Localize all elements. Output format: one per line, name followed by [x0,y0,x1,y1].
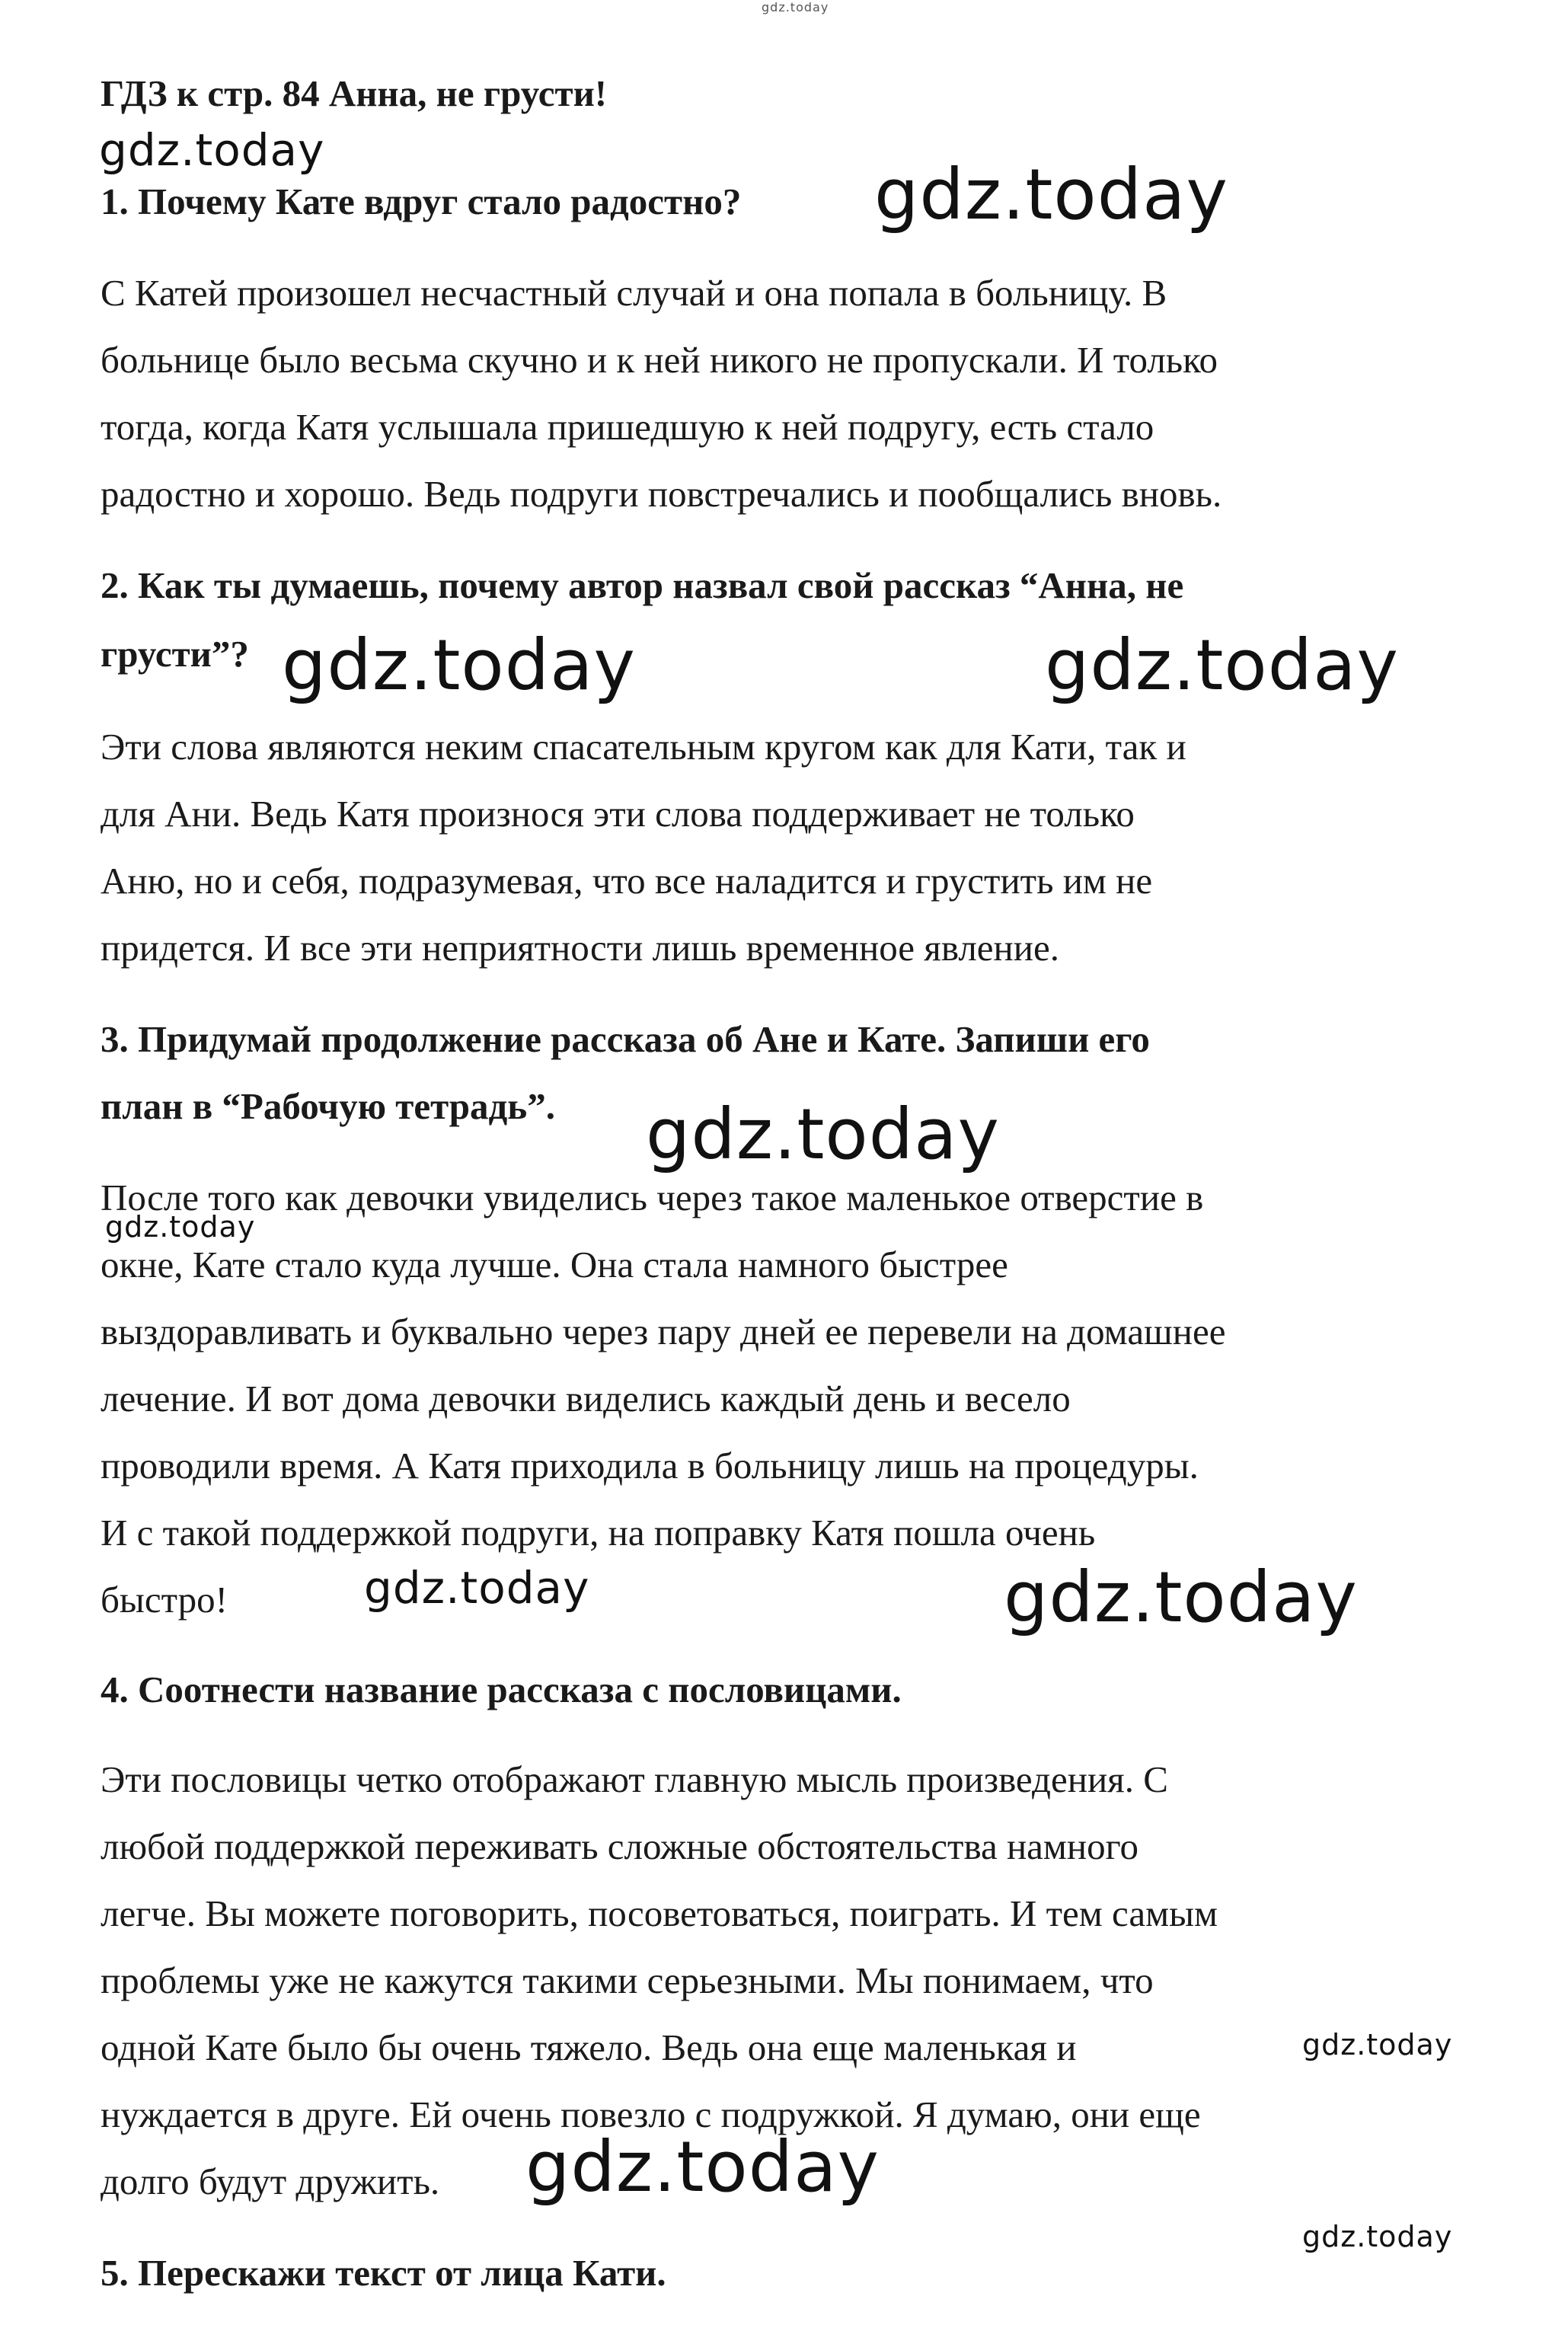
answer-2-line-2: для Ани. Ведь Катя произнося эти слова поддерживает не только [101,793,1135,835]
answer-4-line-6: нуждается в друге. Ей очень повезло с подружкой. Я думаю, они еще [101,2093,1201,2135]
answer-3-line-2: окне, Кате стало куда лучше. Она стала намного быстрее [101,1244,1008,1285]
answer-1-line-1: С Катей произошел несчастный случай и она попала в больницу. В [101,272,1167,314]
answer-4-line-3: легче. Вы можете поговорить, посоветоваться, поиграть. И тем самым [101,1892,1218,1934]
answer-2-line-3: Аню, но и себя, подразумевая, что все наладится и грустить им не [101,860,1153,902]
answer-3-line-7: быстро! [101,1579,228,1621]
question-3-line-2: план в “Рабочую тетрадь”. [101,1085,555,1127]
watermark: gdz.today [646,1094,1000,1175]
watermark-top: gdz.today [762,0,829,14]
watermark: gdz.today [105,1210,256,1244]
watermark: gdz.today [364,1562,590,1614]
answer-4-line-5: одной Кате было бы очень тяжело. Ведь она еще маленькая и [101,2026,1077,2068]
answer-4-line-4: проблемы уже не кажутся такими серьезными. Мы понимаем, что [101,1959,1154,2001]
answer-2-line-4: придется. И все эти неприятности лишь временное явление. [101,927,1059,969]
watermark: gdz.today [525,2126,880,2208]
answer-1-line-2: больнице было весьма скучно и к ней никого не пропускали. И только [101,339,1218,381]
answer-4-line-1: Эти пословицы четко отображают главную мысль произведения. С [101,1758,1168,1800]
answer-4-line-7: долго будут дружить. [101,2160,440,2202]
answer-3-line-4: лечение. И вот дома девочки виделись каждый день и весело [101,1378,1071,1419]
question-3-line-1: 3. Придумай продолжение рассказа об Ане и Кате. Запиши его [101,1018,1150,1060]
page-title: ГДЗ к стр. 84 Анна, не грусти! [101,72,608,114]
answer-1-line-3: тогда, когда Катя услышала пришедшую к ней подругу, есть стало [101,406,1154,448]
answer-3-line-3: выздоравливать и буквально через пару дней ее перевели на домашнее [101,1311,1226,1352]
watermark: gdz.today [1004,1557,1358,1638]
watermark: gdz.today [99,124,325,176]
answer-1-line-4: радостно и хорошо. Ведь подруги повстречались и пообщались вновь. [101,473,1222,515]
answer-2-line-1: Эти слова являются неким спасательным кругом как для Кати, так и [101,726,1186,768]
watermark: gdz.today [874,154,1228,235]
answer-4-line-2: любой поддержкой переживать сложные обстоятельства намного [101,1825,1139,1867]
answer-3-line-6: И с такой поддержкой подруги, на поправку Катя пошла очень [101,1512,1096,1554]
watermark: gdz.today [282,624,636,706]
watermark: gdz.today [1045,624,1399,706]
question-2-line-2: грусти”? [101,633,249,675]
question-5: 5. Перескажи текст от лица Кати. [101,2252,666,2294]
question-2-line-1: 2. Как ты думаешь, почему автор назвал свой рассказ “Анна, не [101,564,1184,606]
answer-3-line-1: После того как девочки увиделись через такое маленькое отверстие в [101,1177,1204,1218]
question-4: 4. Соотнести название рассказа с пословицами. [101,1669,902,1710]
question-1: 1. Почему Кате вдруг стало радостно? [101,180,742,222]
answer-3-line-5: проводили время. А Катя приходила в больницу лишь на процедуры. [101,1445,1199,1487]
watermark: gdz.today [1302,2028,1453,2061]
watermark: gdz.today [1302,2220,1453,2253]
